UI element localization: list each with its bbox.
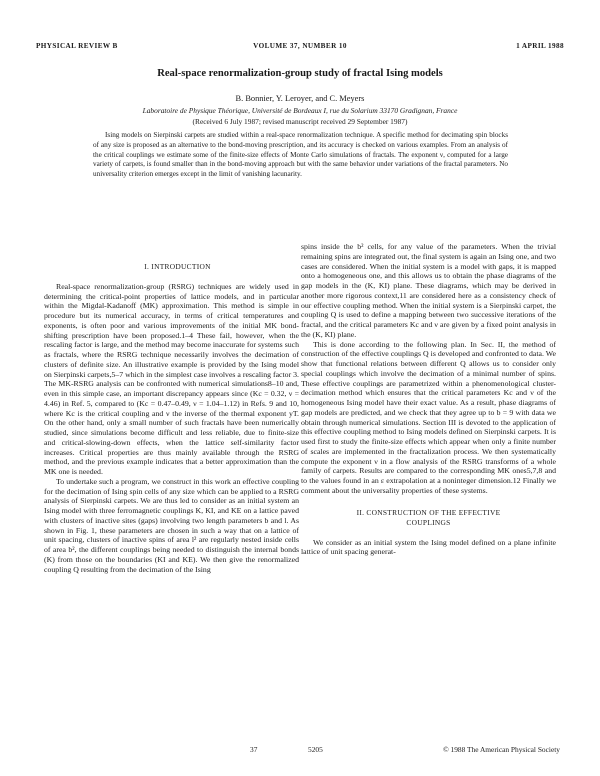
intro-paragraph-4: This is done according to the following plan. In Sec. II, the method of construction of the effective couplings Q is developed and confronted to data. We show that functional relations between different Q allows us to consider only special couplings which involve the decimation of a minimal number of spins. These effective couplings are parametrized within a phenomenological cluster-decimation method which ensures that the critical parameters Kc and ν of the homogeneous Ising model have their exact value. As a result, phase diagrams of gap models are predicted, and we check that they agree up to b = 9 with data we obtain through numerical simulations. Section III is devoted to the application of this effective coupling method to Ising models defined on Sierpinski carpets. It is used first to study the finite-size effects which appear when only a finite number of scales are implemented in the fractalization process. We then systematically compute the exponent ν in a flow analysis of the RSRG transforms of a whole family of carpets. Results are compared to the corresponding MK ones5,7,8 and to the values found in an ε extrapolation at a noninteger dimension.12 Finally we comment about the universality properties of these systems. [301, 339, 556, 495]
section-heading-introduction: I. INTRODUCTION [144, 262, 211, 271]
volume-number: VOLUME 37, NUMBER 10 [253, 42, 347, 50]
section-heading-line-1: II. CONSTRUCTION OF THE EFFECTIVE [356, 507, 501, 517]
left-column [44, 262, 299, 574]
footer-volume: 37 [250, 745, 258, 754]
issue-date: 1 APRIL 1988 [516, 42, 564, 50]
running-header [36, 42, 564, 54]
journal-name: PHYSICAL REVIEW B [36, 42, 118, 50]
page-footer [40, 745, 560, 757]
section-heading-construction [301, 508, 556, 528]
author-list: B. Bonnier, Y. Leroyer, and C. Meyers [235, 94, 365, 103]
abstract: Ising models on Sierpinski carpets are studied within a real-space renormalization technique. A specific method for decimating spin blocks of any size is proposed as an alternative to the bond-moving prescription, and its accuracy is checked on various examples. From an analysis of the critical couplings we estimate some of the finite-size effects of Monte Carlo simulations of fractals. The exponent ν, computed for a large variety of carpets, is found smaller than in the bond-moving approach but with the same behavior under variations of the fractal parameters. No universality criterion emerges except in the limit of vanishing lacunarity. [93, 131, 508, 179]
section-heading-line-2: COUPLINGS [406, 517, 451, 527]
intro-paragraph-2: To undertake such a program, we construct in this work an effective coupling for the decimation of Ising spin cells of any size which can be applied to a RSRG analysis of Sierpinski carpets. We are thus led to consider as an initial system an Ising model with three ferromagnetic couplings K, KI, and KE on a lattice paved with clusters of inactive sites (gaps) involving two length parameters b and l. As shown in Fig. 1, these parameters are chosen in such a way that on a lattice of unit spacing, clusters of inactive spins of area l² are regularly nested inside cells of area b², the different couplings being needed to distinguish the internal bonds (K) from those on the boundaries (KI and KE). We then give the renormalized coupling Q resulting from the decimation of the Ising [44, 476, 299, 574]
copyright-notice: © 1988 The American Physical Society [443, 745, 560, 754]
article-title: Real-space renormalization-group study of fractal Ising models [157, 68, 443, 79]
right-column [301, 242, 556, 557]
intro-paragraph-3: spins inside the b² cells, for any value of the parameters. When the trivial remaining spins are integrated out, the final system is again an Ising one, and two cases are considered. When the initial system is a model with gaps, it is mapped onto a homogeneous one, and this allows us to obtain the phase diagrams of the gap models in the (K, KI) plane. These diagrams, which may be derived in another more rigorous context,11 are considered here as a consistency check of our effective coupling method. When the initial system is a Sierpinski carpet, the coupling Q is used to define a mapping between two successive iterations of the fractal, and the critical parameters Kc and ν are given by a fixed point analysis in the (K, KI) plane. [301, 242, 556, 339]
affiliation: Laboratoire de Physique Théorique, Université de Bordeaux I, rue du Solarium 33170 Gradignan, France [142, 106, 458, 115]
received-dates: (Received 6 July 1987; revised manuscript received 29 September 1987) [192, 117, 408, 126]
intro-paragraph-1: Real-space renormalization-group (RSRG) techniques are widely used in determining the critical-point properties of lattice models, and in particular within the Migdal-Kadanoff (MK) approximation. This method is simple in procedure but its numerical accuracy, in terms of critical temperatures and exponents, is often poor and various improvements of the initial MK bond-shifting prescription have been proposed.1–4 These fail, however, when the rescaling factor is large, and the method may become inaccurate for systems such as fractals, where the RSRG technique necessarily involves the decimation of clusters of definite size. An illustrative example is provided by the Ising model on Sierpinski carpets,5–7 which in the simplest case involves a rescaling factor 3. The MK-RSRG analysis can be confronted with numerical simulations8–10 and, even in this simple case, an important discrepancy appears since (Kc = 0.32, ν = 4.46) in Ref. 5, compared to (Kc = 0.47–0.49, ν = 1.04–1.12) in Refs. 9 and 10, where Kc is the critical coupling and ν the inverse of the thermal exponent yT. On the other hand, only a small number of such fractals have been numerically studied, since simulations become difficult and less reliable, due to finite-size and critical-slowing-down effects, when the lattice self-similarity factor increases. Critical properties are thus mainly available through the RSRG method, and the previous example indicates that a better approximation than the MK one is needed. [44, 281, 299, 476]
page-number: 5205 [308, 745, 323, 754]
section2-paragraph-1: We consider as an initial system the Ising model defined on a plane infinite lattice of unit spacing generat- [301, 537, 556, 557]
